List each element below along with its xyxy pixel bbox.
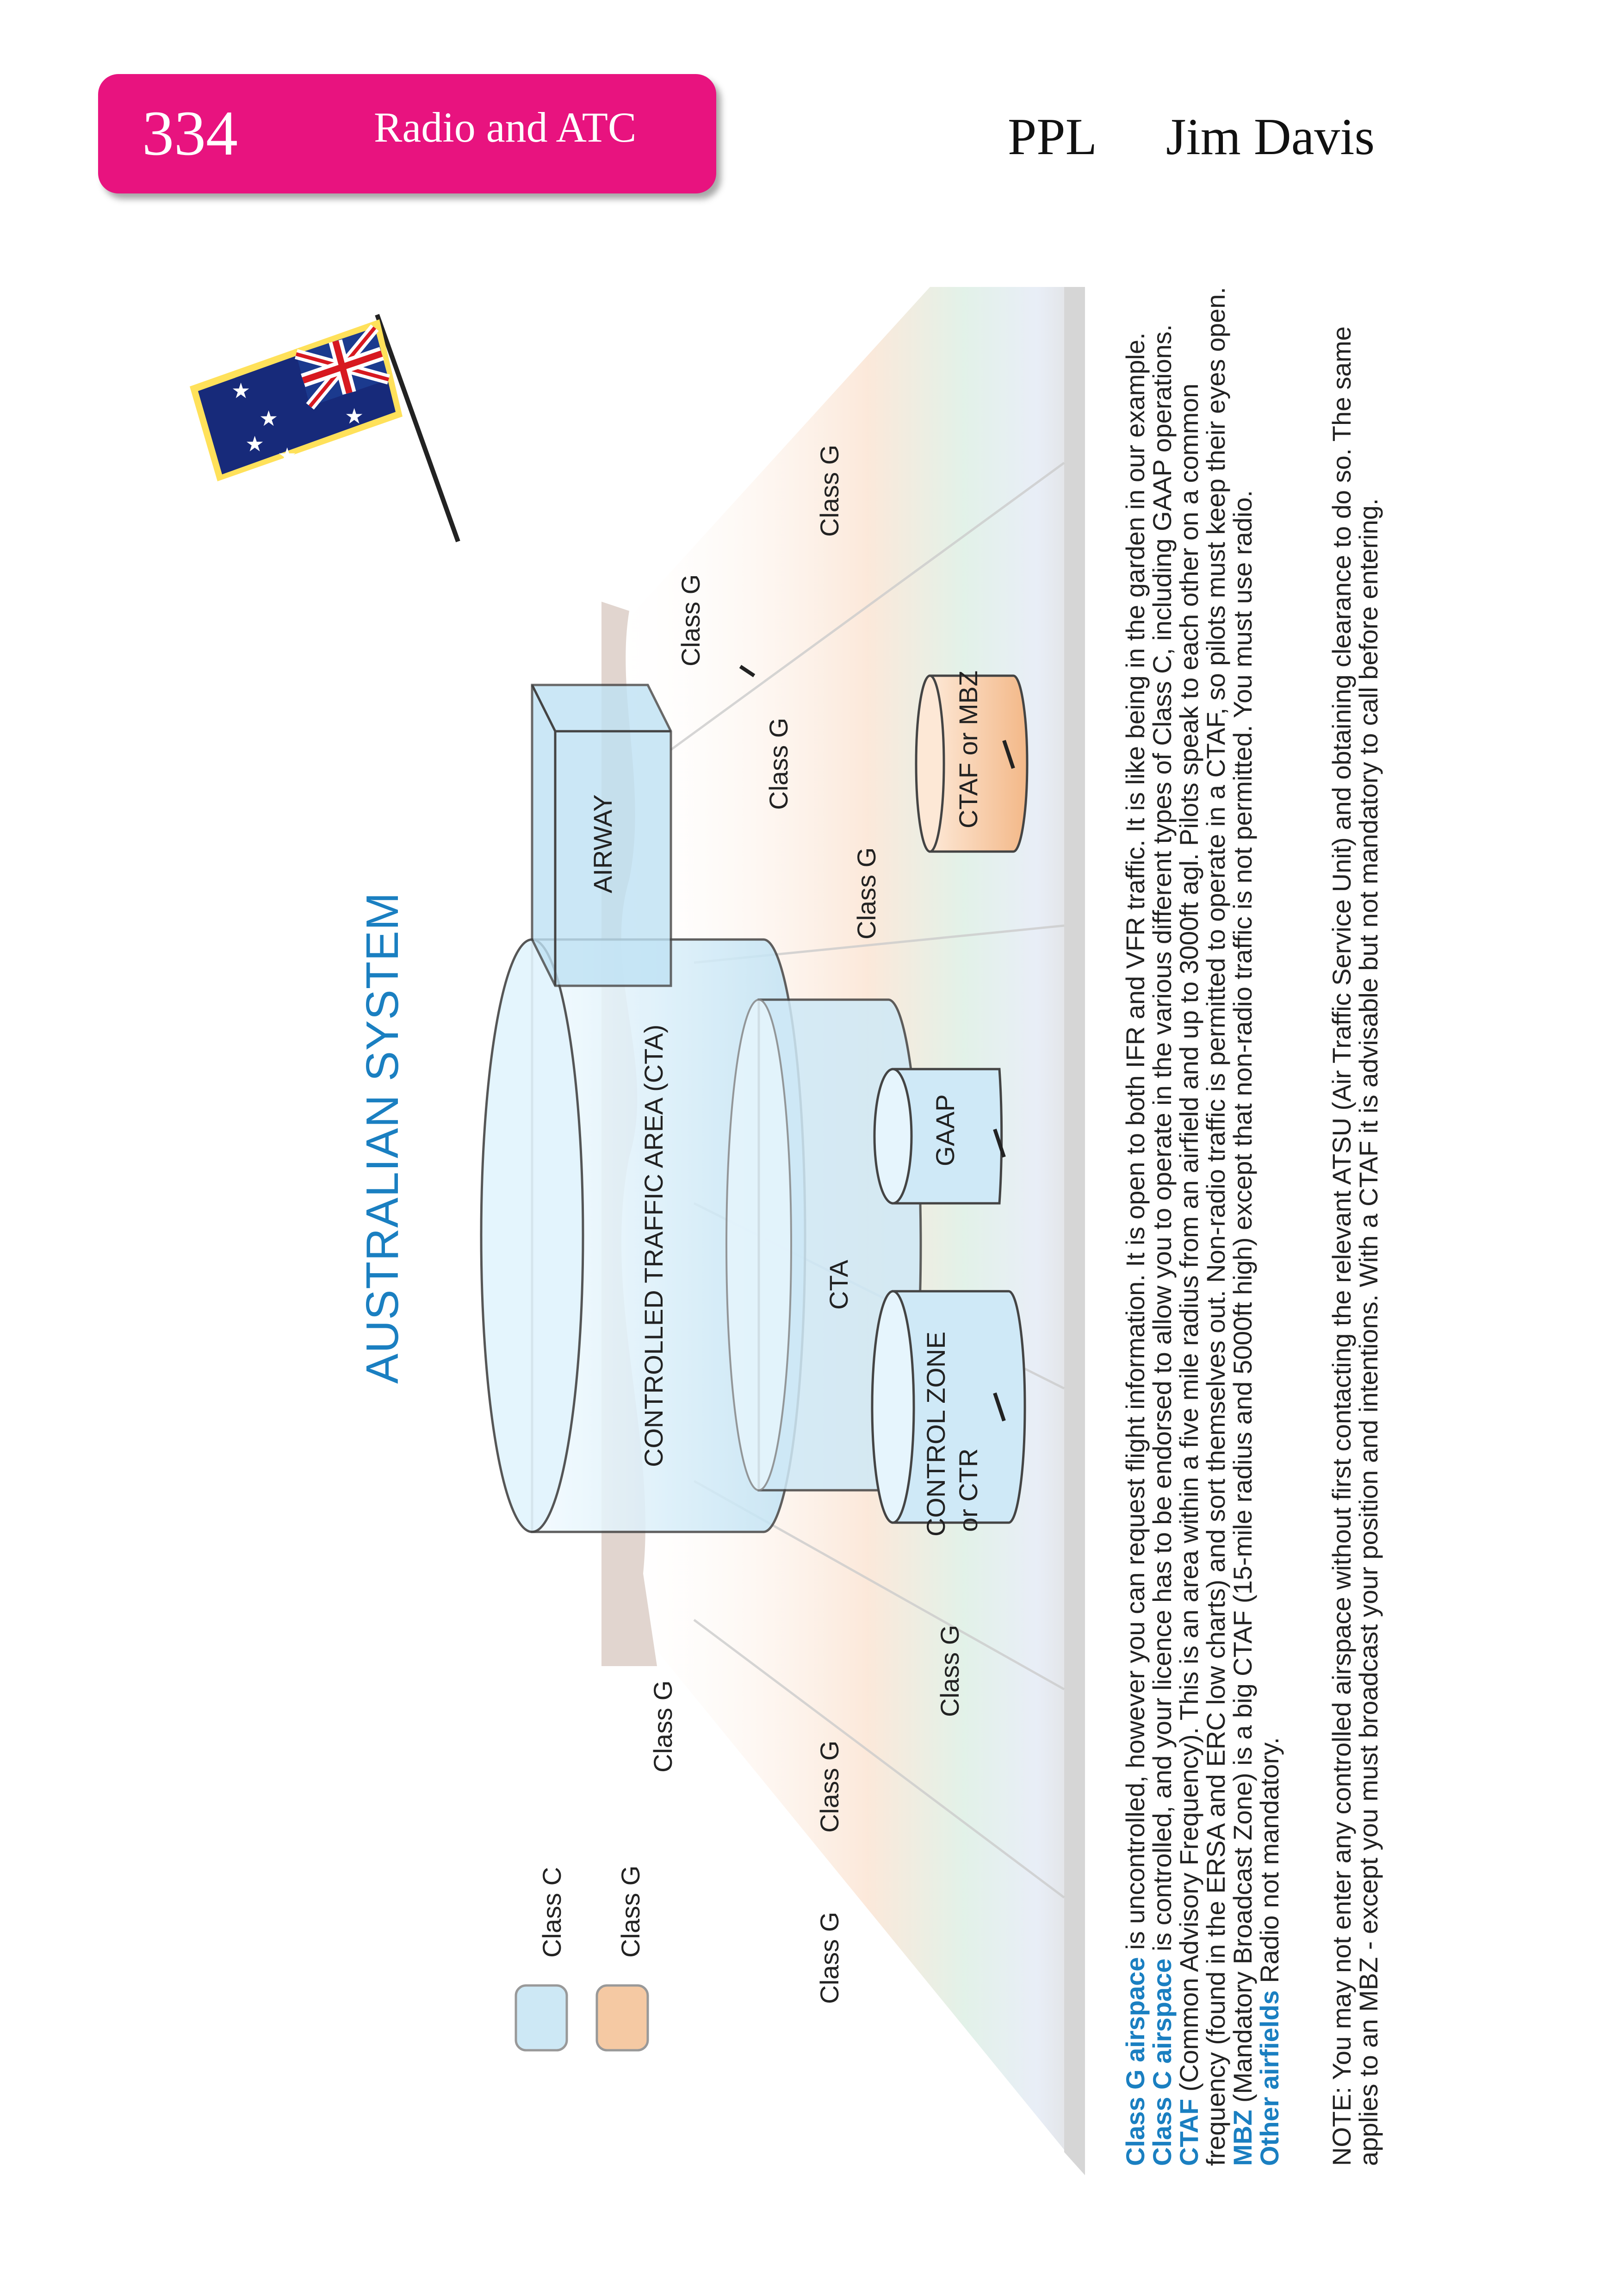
class-g-description: is uncontrolled, however you can request flight information. It is open to both IFR and VFR traffic. It is like being in the garden in our example.	[1121, 332, 1150, 1957]
ctaf-paragraph-continued: frequency (found in the ERSA and ERC low charts) and sort themselves out. Non-radio traffic is permitted to operate in a CTAF, so pilots must keep their eyes open.	[1201, 287, 1230, 2166]
mbz-term: MBZ	[1228, 2109, 1257, 2166]
svg-text:★: ★	[278, 443, 297, 468]
mbz-paragraph	[1229, 287, 1256, 2166]
other-airfields-term: Other airfields	[1255, 1990, 1284, 2166]
class-c-paragraph	[1149, 287, 1176, 2166]
ctaf-term: CTAF	[1174, 2098, 1203, 2166]
ctr-label: CONTROL ZONE	[921, 1332, 950, 1537]
class-g-label: Class G	[815, 1740, 844, 1833]
australian-flag-icon	[190, 315, 458, 541]
svg-text:★: ★	[259, 406, 279, 431]
section-title: Radio and ATC	[374, 104, 637, 151]
class-g-term: Class G airspace	[1121, 1957, 1150, 2166]
airway-label: AIRWAY	[588, 794, 617, 893]
svg-text:★: ★	[245, 431, 265, 456]
class-g-label: Class G	[676, 574, 705, 666]
ctr-label-alt: or CTR	[954, 1448, 983, 1532]
class-g-label: Class G	[815, 1911, 844, 2004]
ctaf-paragraph	[1176, 287, 1203, 2166]
class-g-label: Class G	[648, 1680, 677, 1773]
page-number: 334	[142, 98, 238, 168]
class-c-term: Class C airspace	[1147, 1958, 1177, 2166]
class-g-paragraph	[1122, 287, 1149, 2166]
legend-label-class-c: Class C	[537, 1867, 566, 1958]
class-g-label: Class G	[852, 847, 881, 940]
svg-text:★: ★	[345, 404, 364, 429]
class-g-label: Class G	[815, 444, 844, 537]
ctaf-description: (Common Advisory Frequency). This is an area within a five mile radius from an airfield and up to 3000ft agl. Pilots speak to each other on a common	[1174, 383, 1203, 2099]
svg-text:★: ★	[231, 378, 251, 403]
legend-swatch-class-g	[597, 1985, 648, 2050]
note-line: NOTE: You may not enter any controlled airspace without first contacting the relevant ATSU (Air Traffic Service Unit) and obtaining clearance to do so. The same	[1327, 326, 1356, 2166]
diagram-title: AUSTRALIAN SYSTEM	[357, 892, 408, 1384]
other-airfields-paragraph	[1256, 287, 1283, 2166]
cta-inner-label: CTA	[824, 1260, 853, 1310]
other-airfields-description: Radio not mandatory.	[1255, 1737, 1284, 1991]
book-title: PPL	[1008, 108, 1097, 166]
legend-swatch-class-c	[516, 1985, 567, 2050]
class-c-description: is controlled, and your licence has to be endorsed to allow you to operate in the various different types of Class C, including GAAP operations.	[1147, 324, 1177, 1959]
legend-label-class-g: Class G	[616, 1865, 645, 1958]
mbz-description: (Mandatory Broadcast Zone) is a big CTAF (15-mile radius and 5000ft high) except that non-radio traffic is not permitted. You must use radio.	[1228, 490, 1257, 2110]
note-line: applies to an MBZ - except you must broadcast your position and intentions. With a CTAF it is advisable but not mandatory to call before entering.	[1354, 498, 1383, 2166]
cta-label: CONTROLLED TRAFFIC AREA (CTA)	[639, 1024, 668, 1467]
ctaf-label: CTAF or MBZ	[954, 670, 983, 828]
body-text	[1122, 287, 1382, 2166]
class-g-label: Class G	[935, 1624, 964, 1717]
author-name: Jim Davis	[1166, 108, 1375, 166]
gaap-label: GAAP	[930, 1094, 960, 1166]
class-g-label: Class G	[764, 717, 793, 810]
